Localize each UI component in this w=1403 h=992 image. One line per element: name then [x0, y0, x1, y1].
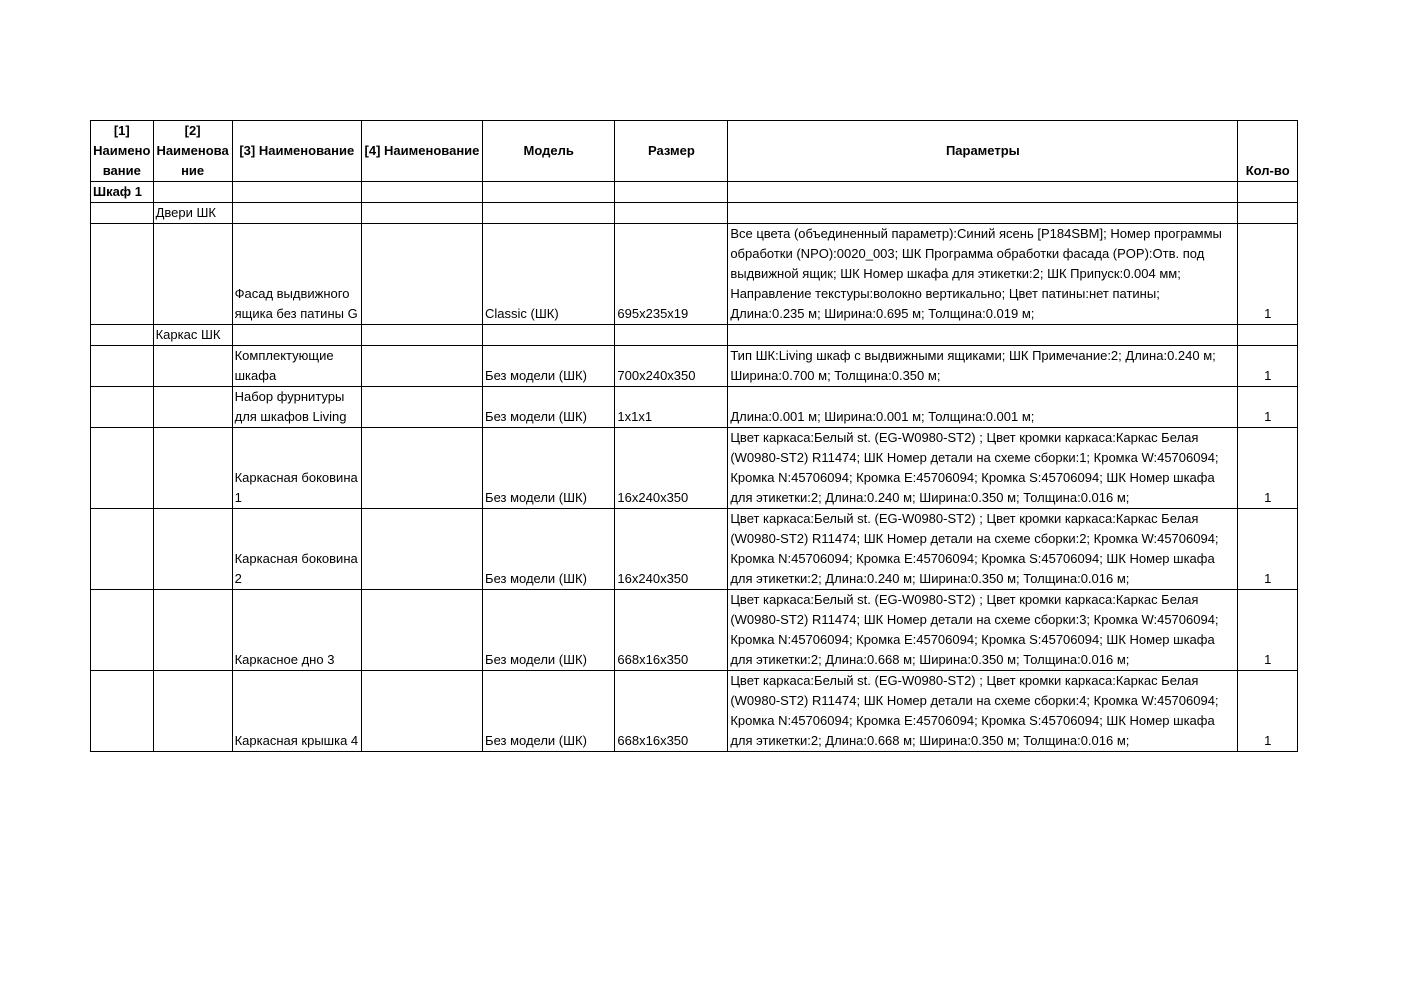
header-model: Модель	[483, 121, 615, 182]
table-row	[91, 387, 1298, 428]
item-model: Без модели (ШК)	[483, 671, 615, 752]
header-name-3: [3] Наименование	[232, 121, 361, 182]
item-params: Цвет каркаса:Белый st. (EG-W0980-ST2) ; Цвет кромки каркаса:Каркас Белая (W0980-ST2) R11474; ШК Номер детали на схеме сборки:1; Кромка W:45706094; Кромка N:45706094; Кромка E:45706094; Кромка S:45706094; ШК Номер шкафа для этикетки:2; Длина:0.240 м; Ширина:0.350 м; Толщина:0.016 м;	[728, 428, 1238, 509]
item-model: Без модели (ШК)	[483, 387, 615, 428]
item-name: Комплектующие шкафа	[232, 346, 361, 387]
group-row-frame	[91, 325, 1298, 346]
group-label-frame: Каркас ШК	[153, 325, 232, 346]
specification-table	[90, 120, 1298, 752]
item-size: 695x235x19	[615, 224, 728, 325]
item-qty: 1	[1238, 509, 1298, 590]
header-name-1: [1] Наименование	[91, 121, 154, 182]
header-name-4: [4] Наименование	[361, 121, 482, 182]
item-model: Classic (ШК)	[483, 224, 615, 325]
item-name: Каркасное дно 3	[232, 590, 361, 671]
header-row	[91, 121, 1298, 182]
group-row-cabinet	[91, 182, 1298, 203]
item-model: Без модели (ШК)	[483, 509, 615, 590]
item-model: Без модели (ШК)	[483, 590, 615, 671]
group-label-doors: Двери ШК	[153, 203, 232, 224]
item-size: 16x240x350	[615, 428, 728, 509]
item-name: Каркасная боковина 2	[232, 509, 361, 590]
item-qty: 1	[1238, 590, 1298, 671]
item-name: Каркасная боковина 1	[232, 428, 361, 509]
item-params: Цвет каркаса:Белый st. (EG-W0980-ST2) ; Цвет кромки каркаса:Каркас Белая (W0980-ST2) R11474; ШК Номер детали на схеме сборки:4; Кромка W:45706094; Кромка N:45706094; Кромка E:45706094; Кромка S:45706094; ШК Номер шкафа для этикетки:2; Длина:0.668 м; Ширина:0.350 м; Толщина:0.016 м;	[728, 671, 1238, 752]
item-name: Каркасная крышка 4	[232, 671, 361, 752]
item-params: Длина:0.001 м; Ширина:0.001 м; Толщина:0.001 м;	[728, 387, 1238, 428]
item-size: 1x1x1	[615, 387, 728, 428]
item-size: 700x240x350	[615, 346, 728, 387]
header-qty: Кол-во	[1238, 121, 1298, 182]
item-qty: 1	[1238, 428, 1298, 509]
item-params: Цвет каркаса:Белый st. (EG-W0980-ST2) ; Цвет кромки каркаса:Каркас Белая (W0980-ST2) R11474; ШК Номер детали на схеме сборки:2; Кромка W:45706094; Кромка N:45706094; Кромка E:45706094; Кромка S:45706094; ШК Номер шкафа для этикетки:2; Длина:0.240 м; Ширина:0.350 м; Толщина:0.016 м;	[728, 509, 1238, 590]
item-qty: 1	[1238, 671, 1298, 752]
item-params: Все цвета (объединенный параметр):Синий ясень [P184SBM]; Номер программы обработки (NPO):0020_003; ШК Программа обработки фасада (POP):Отв. под выдвижной ящик; ШК Номер шкафа для этикетки:2; ШК Припуск:0.004 мм; Направление текстуры:волокно вертикально; Цвет патины:нет патины; Длина:0.235 м; Ширина:0.695 м; Толщина:0.019 м;	[728, 224, 1238, 325]
item-qty: 1	[1238, 224, 1298, 325]
table-row	[91, 224, 1298, 325]
item-name: Фасад выдвижного ящика без патины G	[232, 224, 361, 325]
table-row	[91, 428, 1298, 509]
table-row	[91, 671, 1298, 752]
item-model: Без модели (ШК)	[483, 428, 615, 509]
item-qty: 1	[1238, 346, 1298, 387]
item-qty: 1	[1238, 387, 1298, 428]
header-params: Параметры	[728, 121, 1238, 182]
table-row	[91, 346, 1298, 387]
item-model: Без модели (ШК)	[483, 346, 615, 387]
item-params: Тип ШК:Living шкаф с выдвижными ящиками; ШК Примечание:2; Длина:0.240 м; Ширина:0.700 м; Толщина:0.350 м;	[728, 346, 1238, 387]
header-size: Размер	[615, 121, 728, 182]
table-row	[91, 509, 1298, 590]
group-label-cabinet: Шкаф 1	[91, 182, 154, 203]
item-size: 16x240x350	[615, 509, 728, 590]
item-size: 668x16x350	[615, 590, 728, 671]
table-row	[91, 590, 1298, 671]
group-row-doors	[91, 203, 1298, 224]
item-size: 668x16x350	[615, 671, 728, 752]
item-params: Цвет каркаса:Белый st. (EG-W0980-ST2) ; Цвет кромки каркаса:Каркас Белая (W0980-ST2) R11474; ШК Номер детали на схеме сборки:3; Кромка W:45706094; Кромка N:45706094; Кромка E:45706094; Кромка S:45706094; ШК Номер шкафа для этикетки:2; Длина:0.668 м; Ширина:0.350 м; Толщина:0.016 м;	[728, 590, 1238, 671]
header-name-2: [2] Наименование	[153, 121, 232, 182]
item-name: Набор фурнитуры для шкафов Living	[232, 387, 361, 428]
